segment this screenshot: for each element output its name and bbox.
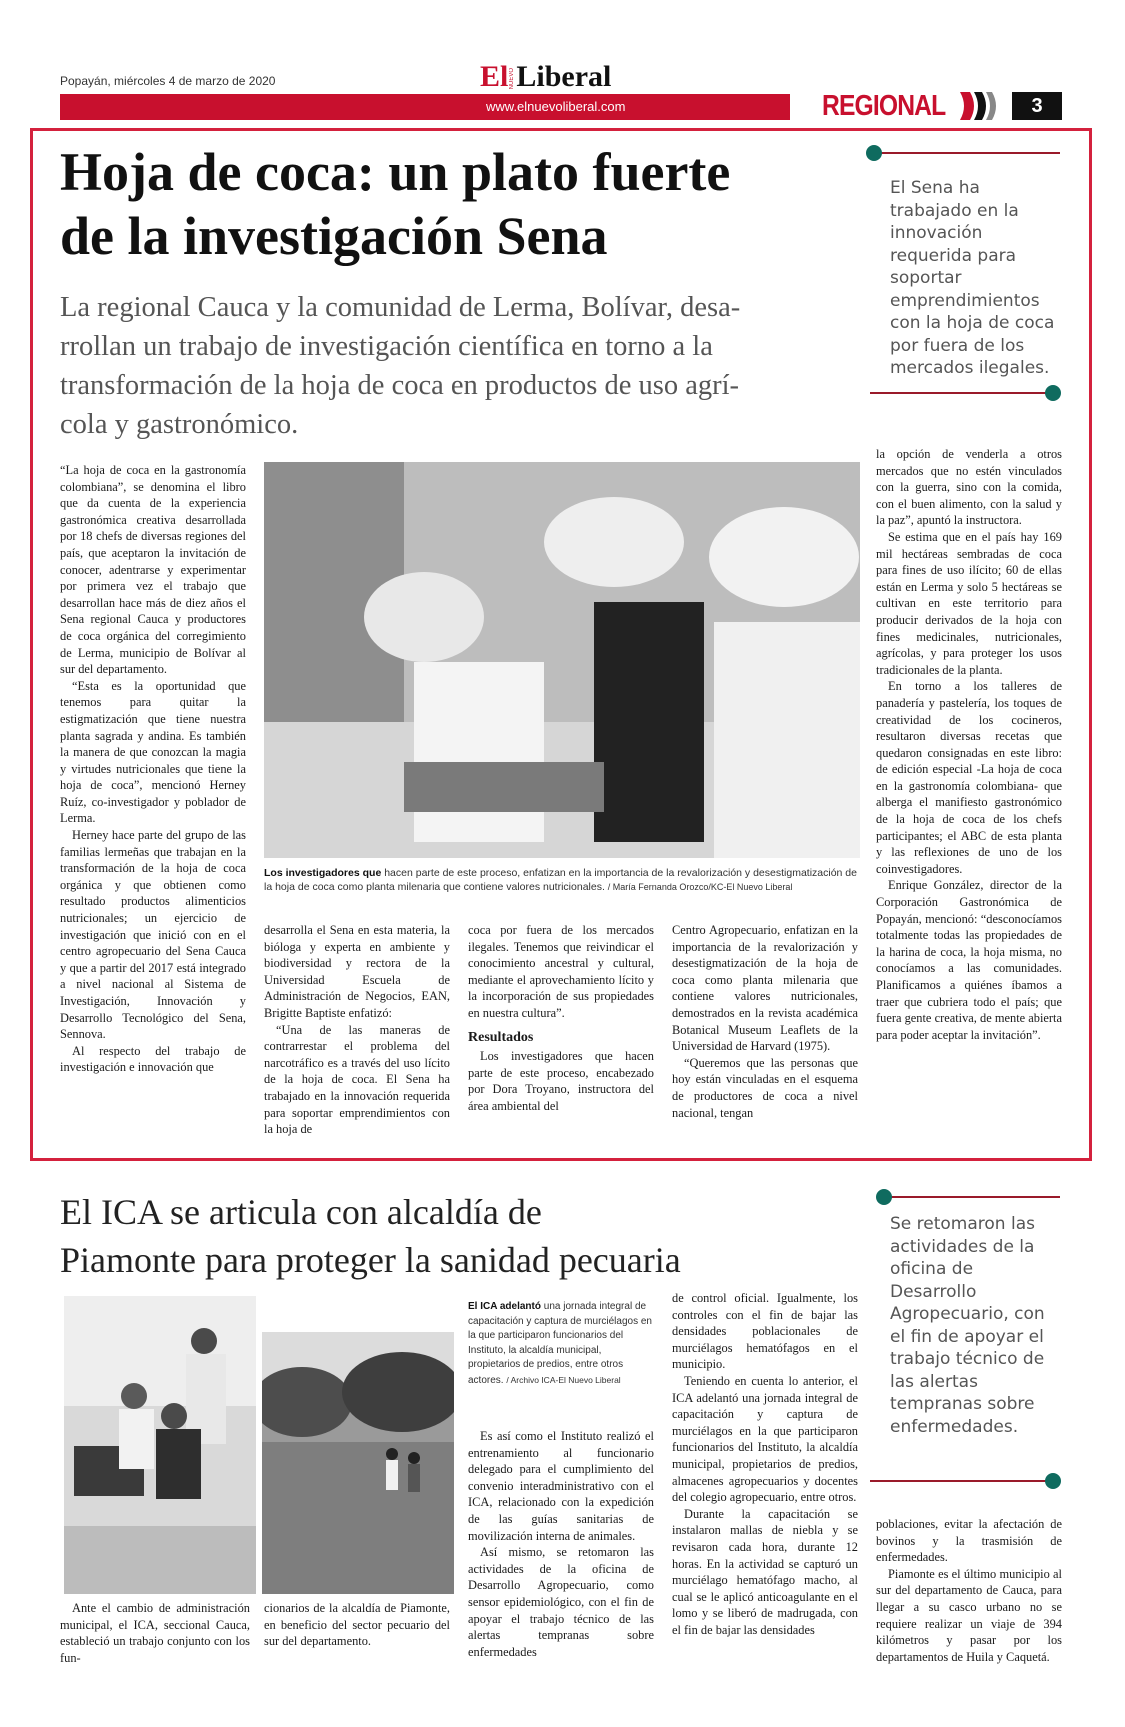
website-link[interactable]: www.elnuevoliberal.com <box>486 99 626 114</box>
dateline: Popayán, miércoles 4 de marzo de 2020 <box>60 74 276 88</box>
paragraph: Así mismo, se retomaron las actividades de la oficina de Desarrollo Agropecuario, como sensor epidemiológico, con el fin de apoyar el trabajo técnico de las alertas tempranas sobre enfermedades <box>468 1545 654 1659</box>
article1-col1 <box>60 462 246 1076</box>
article2-pullquote: Se retomaron las actividades de la oficina de Desarrollo Agropecuario, con el fin de apoyar el trabajo técnico de las alertas tempranas sobre enfermedades. <box>890 1214 1045 1437</box>
photo-illustration <box>262 1332 454 1594</box>
header-red-bar <box>60 94 790 120</box>
paragraph: de control oficial. Igualmente, los controles con el fin de bajar las densidades poblacionales de murciélagos hematófagos en el municipio. <box>672 1291 858 1372</box>
subhead-resultados: Resultados <box>468 1029 534 1045</box>
article2-col4 <box>672 1290 858 1638</box>
paragraph: Piamonte es el último municipio al sur del departamento de Cauca, para llegar a su casco urbano no se requiere realizar un viaje de 394 kilómetros y pasar por los departamentos de Huila y Caquetá. <box>876 1566 1062 1664</box>
paragraph: Es así como el Instituto realizó el entrenamiento al funcionario delegado para el cumplimiento del convenio interadministrativo con el ICA, relacionado con la expedición de las guías sanitarias de movilización interna de animales. <box>468 1429 654 1543</box>
photo-illustration <box>264 462 860 858</box>
paragraph: Enrique González, director de la Corporación Gastronómica de Popayán, mencionó: “desconocíamos totalmente todas las propiedades de la harina de coca, la hoja misma, no conocíamos a las comunidades. Planificamos a quiénes íbamos a traer que cubriera todo el país; que fuera gente creativa, de mente abierta para poder aceptar la invitación”. <box>876 878 1062 1042</box>
paragraph: En torno a los talleres de panadería y pastelería, los toques de creatividad de los cocineros, resultaron diversas recetas que quedaron consignadas en este libro: de edición especial -La hoja de coca en la gastronomía colombiana- que alberga el manifiesto gastronómico de la hoja de coca de los chefs participantes; el ABC de esta planta y las reflexiones de uno de los coinvestigadores. <box>876 679 1062 876</box>
paragraph: Teniendo en cuenta lo anterior, el ICA adelantó una jornada integral de capacitación y captura de murciélagos en la que participaron funcionarios del Instituto, la alcaldía municipal, propietarios de predios, almacenes agropecuarios y docentes del colegio agropecuario, entre otros. <box>672 1373 858 1505</box>
paragraph: Herney hace parte del grupo de las familias lermeñas que trabajan en la transformación de la hoja de coca orgánica y que obtienen como resultado productos alimenticios nutricionales; un ejercicio de investigación que inició con en el centro agropecuario del Sena Cauca y que a partir del 2017 está integrado a nivel nacional al Sistema de Investigación, Innovación y Desarrollo Tecnológico del Sena, Sennova. <box>60 828 246 1042</box>
article2-photo-field[interactable] <box>262 1332 454 1594</box>
photo-illustration <box>64 1296 256 1594</box>
pullquote-dot-top <box>866 145 882 161</box>
paragraph: “La hoja de coca en la gastronomía colombiana”, se denomina el libro que da cuenta de la experiencia gastronómica creativa desarrollada por 18 chefs de diversas regiones del país, que aceptaron la invitación de conocer, adentrarse y experimentar por primera vez el trabajo que desarrollan hace más de diez años el Sena regional Cauca y productores de coca orgánica del corregimiento de Lerma, municipio de Bolívar al sur del departamento. <box>60 463 246 677</box>
article1-pullquote: El Sena ha trabajado en la innovación requerida para soportar emprendimientos con la hoja de coca por fuera de los mercados ilegales. <box>890 178 1055 378</box>
paragraph: Se estima que en el país hay 169 mil hectáreas sembradas de coca para fines de uso ilícito; 60 de ellas están en Lerma y solo 5 hectáreas se cultivan en este territorio para producir derivados de la hoja con fines medicinales, nutricionales, agrícolas, y para proteger los usos tradicionales de la planta. <box>876 529 1062 677</box>
caption-lead: El ICA adelantó <box>468 1301 541 1312</box>
article2-caption <box>468 1300 654 1388</box>
caption-credit: / Archivo ICA-El Nuevo Liberal <box>506 1374 621 1385</box>
pullquote2-dot-top <box>876 1189 892 1205</box>
article1-col5 <box>876 446 1062 1043</box>
page-number-box <box>1012 92 1062 120</box>
caption-text: una jornada integral de capacitación y captura de murciélagos en la que participaron funcionarios del Instituto, la alcaldía municipal, propietarios de predios, entre otros actores. <box>468 1301 652 1386</box>
paragraph: Ante el cambio de administración municipal, el ICA, seccional Cauca, estableció un trabajo conjunto con los fun- <box>60 1601 250 1665</box>
deck-line: cola y gastronómico. <box>60 409 299 440</box>
caption-lead: Los investigadores que <box>264 867 382 879</box>
paragraph: “Queremos que las personas que hoy están vinculadas en el esquema de productores de coca a nivel nacional, tengan <box>672 1055 858 1120</box>
paragraph: desarrolla el Sena en esta materia, la bióloga y experta en ambiente y biodiversidad y rectora de la Universidad Escuela de Administración de Negocios, EAN, Brigitte Baptiste enfatizó: <box>264 923 450 1020</box>
article2-col3 <box>468 1428 654 1660</box>
article1-col4 <box>672 922 858 1121</box>
deck-line: transformación de la hoja de coca en productos de uso agrí- <box>60 370 739 401</box>
paragraph: Los investigadores que hacen parte de este proceso, encabezado por Dora Troyano, instructora del área ambiental del <box>468 1049 654 1113</box>
deck-line: La regional Cauca y la comunidad de Lerma, Bolívar, desa- <box>60 292 741 323</box>
section-label: REGIONAL <box>822 90 946 122</box>
logo-el: El <box>480 60 509 93</box>
article1-photo[interactable] <box>264 462 860 858</box>
paragraph: cionarios de la alcaldía de Piamonte, en beneficio del sector pecuario del sur del departamento. <box>264 1601 450 1649</box>
article2-title-line1: El ICA se articula con alcaldía de <box>60 1192 542 1232</box>
paragraph: “Una de las maneras de contrarrestar el problema del narcotráfico es a través del uso lícito de la hoja de coca. El Sena ha trabajado en la innovación requerida para soportar emprendimientos con la hoja de <box>264 1022 450 1137</box>
pullquote-top-rule <box>875 152 1060 154</box>
article1-title-line1: Hoja de coca: un plato fuerte <box>60 142 731 202</box>
page-number: 3 <box>1031 94 1043 117</box>
caption-credit: / María Fernanda Orozco/KC-El Nuevo Liberal <box>607 882 793 892</box>
pullquote-dot-bottom <box>1045 385 1061 401</box>
masthead-logo[interactable] <box>480 58 611 92</box>
logo-nuevo: NUEVO <box>509 67 516 89</box>
article1-title <box>60 140 860 268</box>
deck-line: rrollan un trabajo de investigación científica en torno a la <box>60 331 713 362</box>
caption-text: hacen parte de este proceso, enfatizan en la importancia de la revalorización y desestigmatización de la hoja de coca como planta milenaria que contiene valores nutricionales. <box>264 867 857 893</box>
section-stripes <box>960 92 1010 120</box>
article1-caption <box>264 866 860 894</box>
article2-title <box>60 1188 860 1284</box>
logo-liberal: Liberal <box>516 60 612 93</box>
article1-col2 <box>264 922 450 1138</box>
article2-col1 <box>60 1600 250 1666</box>
article2-title-line2: Piamonte para proteger la sanidad pecuaria <box>60 1240 681 1280</box>
article2-col2 <box>264 1600 450 1650</box>
article2-photo-office[interactable] <box>64 1296 256 1594</box>
paragraph: “Esta es la oportunidad que tenemos para quitar la estigmatización que tiene nuestra planta sagrada y andina. Es también la manera de que conozcan la magia y virtudes nutricionales que tiene la hoja de coca”, mencionó Herney Ruíz, co-investigador y poblador de Lerma. <box>60 678 246 826</box>
pullquote2-bottom-rule <box>870 1480 1052 1482</box>
paragraph: coca por fuera de los mercados ilegales. Tenemos que reivindicar el conocimiento ancestral y cultural, mediante el aprovechamiento lícito y la incorporación de sus propiedades en nuestra cultura”. <box>468 923 654 1020</box>
paragraph: Durante la capacitación se instalaron mallas de niebla y se revisaron cada hora, durante 12 horas. En la actividad se capturó un murciélago hematófago macho, al cual se le aplicó anticoagulante en el lomo y se liberó de madrugada, con el fin de bajar las densidades <box>672 1506 858 1637</box>
paragraph: la opción de venderla a otros mercados que no estén vinculados con la guerra, sino con la comida, con el buen alimento, con la salud y la paz”, apuntó la instructora. <box>876 447 1062 528</box>
article1-title-line2: de la investigación Sena <box>60 206 608 266</box>
pullquote2-top-rule <box>885 1196 1060 1198</box>
paragraph: poblaciones, evitar la afectación de bovinos y la trasmisión de enfermedades. <box>876 1517 1062 1565</box>
article1-deck <box>60 288 850 444</box>
article1-col3 <box>468 922 654 1115</box>
paragraph: Al respecto del trabajo de investigación e innovación que <box>60 1043 246 1075</box>
article2-col5 <box>876 1516 1062 1665</box>
paragraph: Centro Agropecuario, enfatizan en la importancia de la revalorización y desestigmatización de la hoja de coca como planta milenaria que contiene valores nutricionales, demostrados en la revista académica Botanical Museum Leaflets de la Universidad de Harvard (1975). <box>672 923 858 1054</box>
pullquote2-dot-bottom <box>1045 1473 1061 1489</box>
pullquote-bottom-rule <box>870 392 1052 394</box>
